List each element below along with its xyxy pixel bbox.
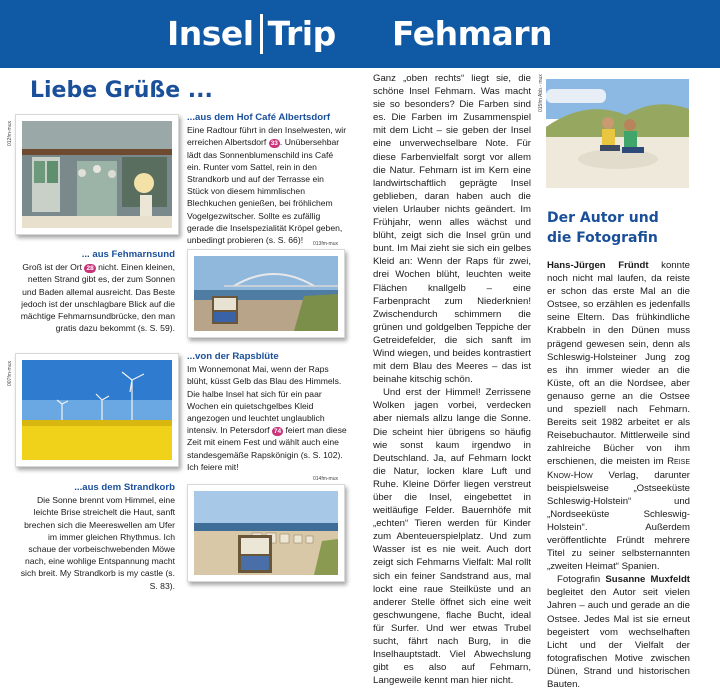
author-title-line: die Fotografin (547, 230, 658, 246)
author-name: Hans-Jürgen Fründt (547, 260, 649, 271)
caption-fehmarnsund (20, 249, 175, 334)
brand-logo (167, 14, 336, 54)
brand-right: Trip (267, 14, 336, 53)
photographer-bio-paragraph (547, 573, 690, 691)
publisher-name: Reise Know-How (547, 456, 690, 481)
photographer-bio-text: Fotografin (557, 574, 606, 586)
region-title: Fehmarn (392, 14, 553, 53)
rapeseed-photo (15, 353, 179, 467)
author-photo (546, 79, 689, 188)
author-section-title (547, 208, 659, 248)
caption-text: Groß ist der Ort (22, 262, 85, 273)
body-paragraph: Und erst der Himmel! Zerrissene Wolken jagen vorbei, verdecken aber niemals allzu lange die Sonne. Die scheint hier übrigens so häufig wie sonst kaum irgendwo in Deutschland. Ja, auf Fehmarn lockt die Natur, locken klare Luft und Ruhe. Kleine Dörfer liegen verstreut über die Insel, eingebettet in weitläufige Felder. Bauernhöfe mit „echten“ Tieren werden für Kinder zum Abenteuerspielplatz. Und zum Wasser ist es nie weit. Auch dort zeigt sich Fehmarns Vielfalt: Mal rollt sich ein feiner Sandstrand aus, mal lockt eine raue Steilküste und an anderer Stelle öffnet sich eine weit geschwungene, flache Bucht, ideal für Surfer. Und wer etwas Trubel sucht, fährt nach Burg, in die Inselhauptstadt. Viel Abwechslung gibt es also auf Fehmarn, Langeweile kennt man hier nicht. (373, 387, 531, 687)
top-banner (0, 0, 720, 68)
caption-text: feiert man diese Zeit mit einem Fest und wählt auch eine standesgemäße Rapskönigin (s. S. 102). Ich feiere mit! (187, 425, 347, 472)
body-paragraph: Ganz „oben rechts“ liegt sie, die schöne Insel Fehmarn. Was macht sie so besonders? Die Farben sind es. Die Farben im Zusammenspiel mit dem Licht – sie geben der Insel eine unverwechselbare Note. Für diese Farbenvielfalt sorgt vor allem die Natur. Fehmarn ist im Kern eine landwirtschaftlich geprägte Insel geblieben, daran haben auch die vielen Urlauber nichts geändert. Im Frühjahr, wenn alles wächst und blüht, zeigt sich die Insel grün und bunt. Im Mai zieht sie sich ein gelbes Kleid an: Wenn der Raps für zwei, drei Wochen blüht, leuchten weite Flächen knallgelb – eine Farbenpracht zum Niederknien! Zwischendurch schimmern die grünen und goldgelben Teppiche der Getreidefelder, die sich sanft im Wind wiegen, und beides kontrastiert mit dem Blau des Meeres – das ist beinahe kitschig schön. (373, 73, 531, 386)
page-title: Liebe Grüße ... (30, 78, 213, 103)
caption-title: ...von der Rapsblüte (187, 351, 279, 362)
caption-cafe (187, 112, 347, 246)
caption-title: ... aus Fehmarnsund (81, 249, 175, 260)
photographer-name: Susanne Muxfeldt (605, 574, 690, 586)
caption-rapeseed (187, 351, 347, 473)
author-bio-text: konnte noch nicht mal laufen, da reiste er schon das erste Mal an die Ostsee, so erzählen es jedenfalls seine Eltern. Das frühkindliche Krabbeln in den Dünen muss prägend gewesen sein, denn als Schleswig-Holsteiner Jung zog es ihn immer wieder an die Küste, oft an die Nordsee, aber genauso gerne an die Ostsee und speziell nach Fehmarn. Bereits seit 1982 arbeitet er als Reisebuchautor. Mittlerweile sind zahlreiche Bücher von ihm erschienen, die meisten im (547, 260, 690, 468)
caption-text: . Unübersehbar lädt das Sonnenblumenschild ins Café ein. Runter vom Sattel, rein in den Strandkorb und auf der Terrasse ein Stück von diesem himmlischen Blechkuchen genießen, bei fröhlichem Vogelgezwitscher. Sollte es zufällig gerade die Inselspezialität Kröpel geben, unbedingt probieren (s. S. 66)! (187, 137, 343, 246)
caption-text: Eine Radtour führt in den Inselwesten, wir erreichen Albertsdorf (187, 125, 347, 148)
photo-credit: 013fm-mux (313, 241, 339, 247)
cafe-photo (15, 114, 179, 235)
brand-left: Insel (167, 14, 254, 53)
caption-title: ...aus dem Strandkorb (74, 482, 175, 493)
author-title-line: Der Autor und (547, 210, 659, 226)
caption-text: Die Sonne brennt vom Himmel, eine leichte Brise streichelt die Haut, sanft brechen sich die Meereswellen am Ufer im immer gleichen Rhythmus. Ich schaue der vorbeischwebenden Möwe nach, eine wohlige Entspannung macht sich breit. My Strandkorb is my castle (s. S. 83). (20, 495, 175, 591)
brand-divider (260, 14, 263, 54)
caption-beach-chair (20, 482, 175, 592)
author-bio-paragraph (547, 259, 690, 573)
photo-credit: 007fm-mux (7, 360, 13, 386)
map-badge: 28 (86, 265, 94, 273)
photo-credit: 015fm Abb.- mux (538, 74, 544, 112)
beach-chair-photo (187, 484, 345, 582)
caption-text: Im Wonnemonat Mai, wenn der Raps blüht, küsst Gelb das Blau des Himmels. Die halbe Insel hat sich für ein paar Wochen ein quietschgelbes Kleid angezogen und leuchtet unglaublich intensiv. In Petersdorf (187, 364, 342, 436)
photographer-bio-text: begleitet den Autor seit vielen Jahren – auch und gerade an die Ostsee. Jedes Mal ist sie erneut begeistert vom wechselhaften Licht und der Vielfalt der fotografischen Motive zwischen Dünen, Strand und historischen Bauten. (547, 587, 690, 690)
photo-credit: 014fm-mux (313, 476, 339, 482)
intro-text-column (373, 72, 531, 687)
map-badge: 74 (273, 428, 282, 436)
fehmarnsund-photo (187, 249, 345, 338)
author-text-column (547, 259, 690, 691)
caption-text: nicht. Einen kleinen, netten Strand gibt es, der zum Sonnen und Baden allemal ausreicht. Das Beste jedoch ist der unschlagbare Blick auf die mächtige Fehmarnsundbrücke, den man gratis dazu bekommt (s. S. 59). (20, 262, 175, 334)
author-bio-text: Verlag, darunter beispielsweise „Ostseeküste Schleswig-Holstein“ und „Nordseeküste Schleswig-Holstein“. Außerdem veröffentlichte Fründt mehrere Titel zu seiner selbsternannten „zweiten Heimat“ Spanien. (547, 469, 690, 573)
photo-credit: 012fm-mux (7, 120, 13, 146)
map-badge: 33 (270, 140, 278, 148)
caption-title: ...aus dem Hof Café Albertsdorf (187, 112, 331, 123)
